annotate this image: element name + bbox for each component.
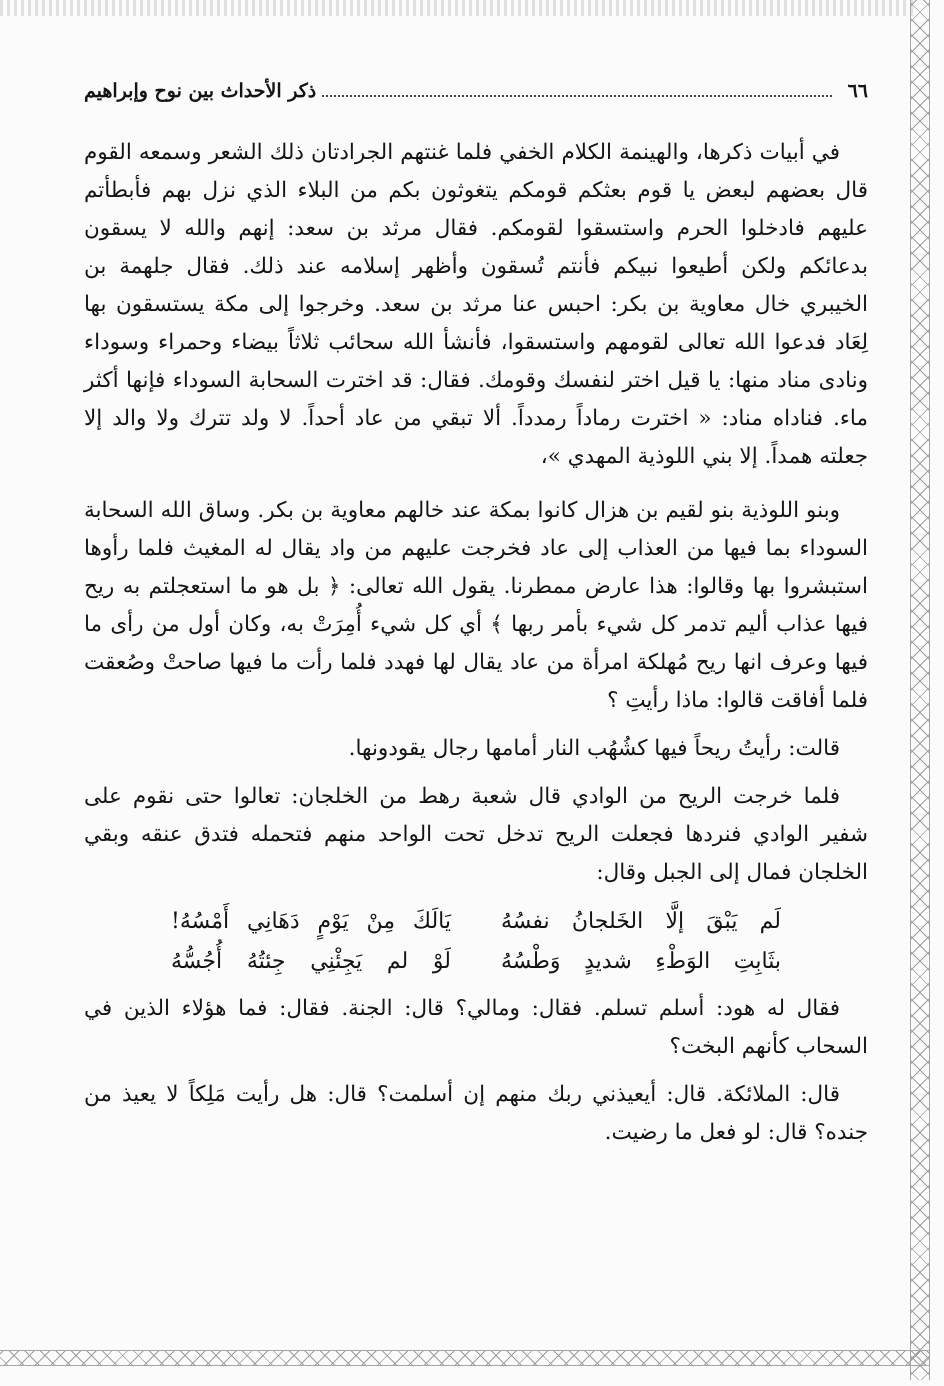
poem-block bbox=[84, 902, 868, 982]
verse-2-first-hemistich: بثَابِتِ الوَطْءِ شديدٍ وَطْسُهُ bbox=[501, 949, 781, 974]
poem-verse-2 bbox=[84, 942, 868, 982]
paragraph-5: فقال له هود: أسلم تسلم. فقال: ومالي؟ قال: الجنة. فقال: فما هؤلاء الذين في السحاب كأنهم البخت؟ bbox=[84, 996, 868, 1059]
poem-verse-1 bbox=[84, 902, 868, 942]
top-ornamental-border bbox=[0, 0, 915, 16]
verse-1-first-hemistich: لَم يَبْقَ إلَّا الخَلجانُ نفسُهُ bbox=[501, 909, 781, 934]
header-dotted-leader bbox=[322, 95, 831, 97]
verse-1-second-hemistich: يَالَكَ مِنْ يَوْمٍ دَهَانِي أَمْسُهُ! bbox=[171, 909, 451, 934]
paragraph-1: في أبيات ذكرها، والهينمة الكلام الخفي فلما غنتهم الجرادتان ذلك الشعر وسمعه القوم قال بعضهم لبعض يا قوم بعثكم قومكم يتغوثون بكم من البلاء الذي نزل بهم فأبطأتم عليهم فادخلوا الحرم واستسقوا لقومكم. فقال مرثد بن سعد: إنهم والله لا يسقون بدعائكم ولكن أطيعوا نبيكم فأنتم تُسقون وأظهر إسلامه عند ذلك. فقال جلهمة بن الخيبري خال معاوية بن بكر: احبس عنا مرثد بن سعد. وخرجوا إلى مكة يستسقون بها لِعَاد فدعوا الله تعالى لقومهم واستسقوا، فأنشأ الله سحائب ثلاثاً بيضاء وحمراء وسوداء ونادى مناد منها: يا قيل اختر لنفسك وقومك. فقال: قد اخترت السحابة السوداء فإنها أكثر ماء. فناداه مناد: « اخترت رماداً رمدداً. ألا تبقي من عاد أحداً. لا ولد تترك ولا والد إلا جعلته همداً. إلا بني اللوذية المهدي »، bbox=[84, 140, 868, 469]
paragraph-3: قالت: رأيتُ ريحاً فيها كشُهُب النار أمامها رجال يقودونها. bbox=[348, 736, 840, 761]
running-header bbox=[84, 80, 868, 124]
page-number: ٦٦ bbox=[847, 80, 868, 102]
running-title: ذكر الأحداث بين نوح وإبراهيم bbox=[84, 80, 317, 102]
paragraph-6: قال: الملائكة. قال: أيعيذني ربك منهم إن أسلمت؟ قال: هل رأيت مَلِكاً لا يعيذ من جنده؟ قال: لو فعل ما رضيت. bbox=[84, 1082, 868, 1145]
book-page bbox=[84, 80, 868, 1152]
paragraph-4: فلما خرجت الريح من الوادي قال شعبة رهط من الخلجان: تعالوا حتى نقوم على شفير الوادي فنردها فجعلت الريح تدخل تحت الواحد منهم فتحمله فتدق عنقه وبقي الخلجان فمال إلى الجبل وقال: bbox=[84, 784, 868, 885]
paragraph-2: وبنو اللوذية بنو لقيم بن هزال كانوا بمكة عند خالهم معاوية بن بكر. وساق الله السحابة السوداء بما فيها من العذاب إلى عاد فخرجت عليهم من واد يقال له المغيث فلما رأوها استبشروا بها وقالوا: هذا عارض ممطرنا. يقول الله تعالى: ﴿ بل هو ما استعجلتم به ريح فيها عذاب أليم تدمر كل شيء بأمر ربها ﴾ أي كل شيء أُمِرَتْ به، وكان أول من رأى ما فيها وعرف انها ريح مُهلكة امرأة من عاد يقال لها فهدد فلما رأت ما فيها صاحتْ وصُعقت فلما أفاقت قالوا: ماذا رأيتِ ؟ bbox=[84, 498, 868, 713]
verse-2-second-hemistich: لَوْ لم يَجِئْنِي جِئتُهُ أُجُسُّهُ bbox=[171, 949, 451, 974]
right-ornamental-border bbox=[910, 0, 930, 1380]
bottom-ornamental-border bbox=[0, 1350, 930, 1366]
